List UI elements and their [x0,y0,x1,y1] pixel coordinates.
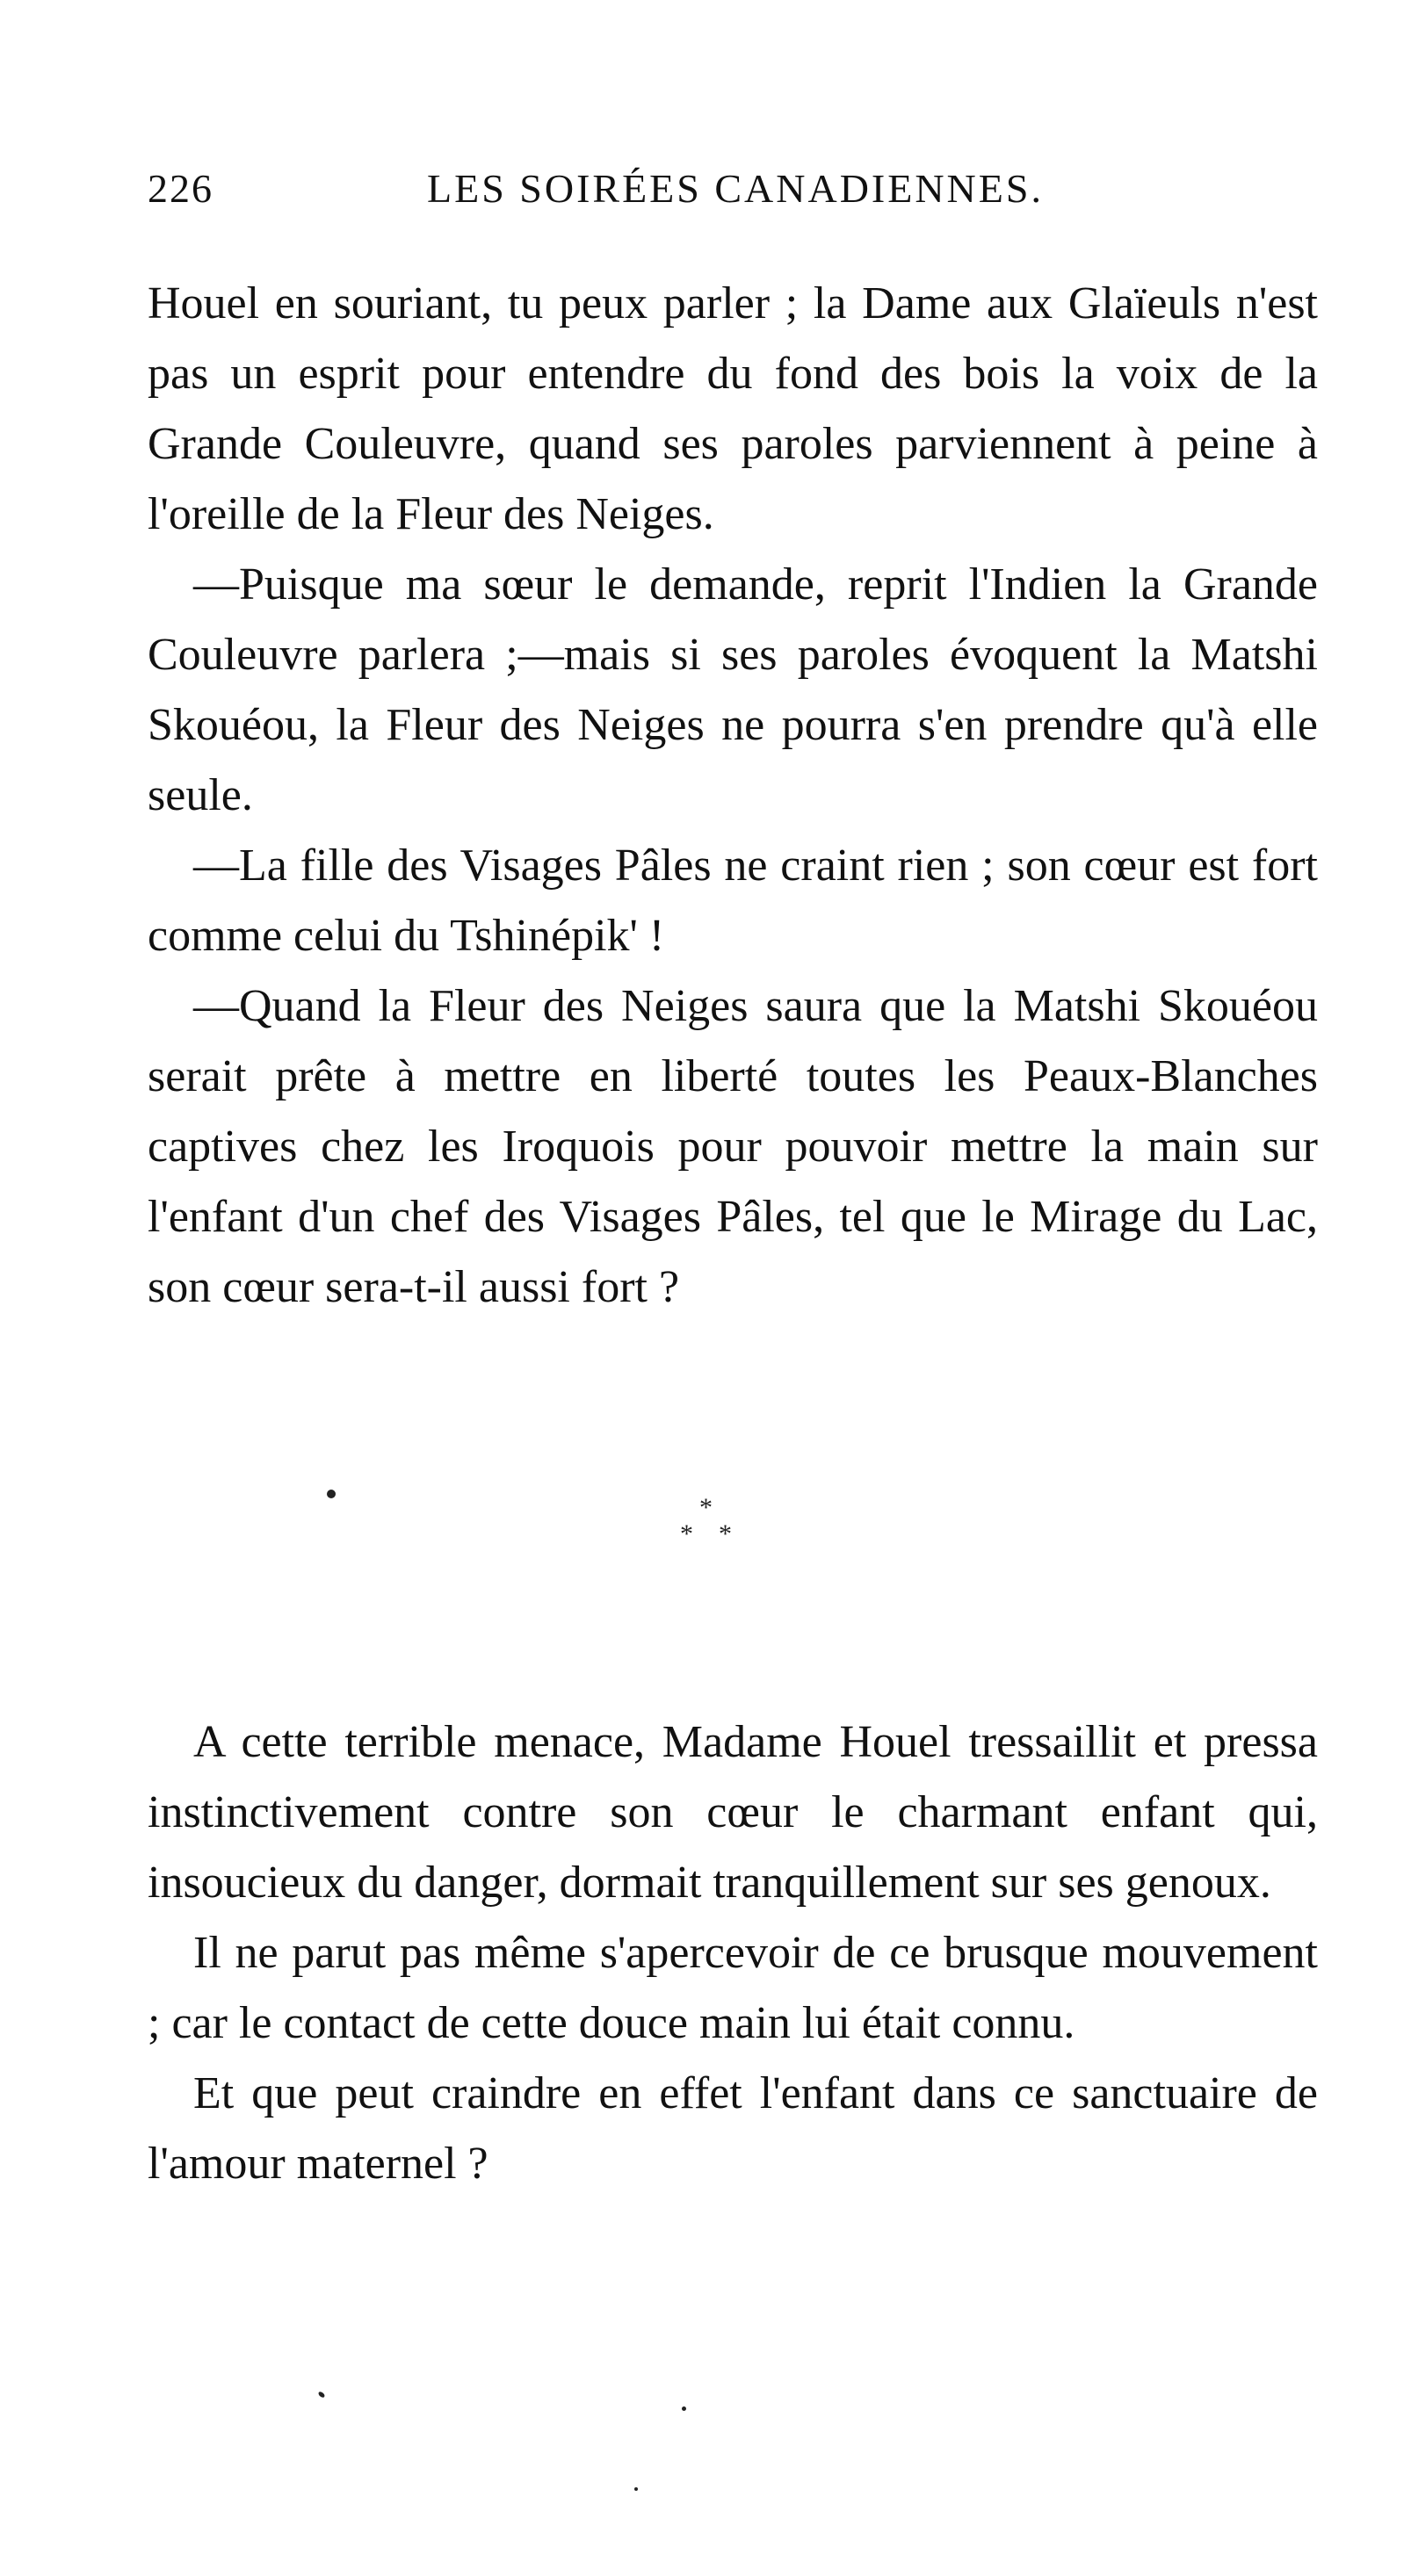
paragraph: Et que peut craindre en effet l'enfant dans ce sanctuaire de l'amour maternel ? [148,2068,1318,2189]
text-block-bottom [148,1707,1318,2199]
asterism-star: * [699,1493,713,1522]
print-speck [634,2487,638,2491]
paragraph: A cette terrible menace, Madame Houel tressaillit et pressa instinctivement contre son cœur le charmant enfant qui, insoucieux du danger, dormait tranquillement sur ses genoux. [148,1717,1318,1908]
text-block-top [148,269,1318,1323]
section-break-asterism [677,1493,747,1555]
print-speck [327,1490,336,1498]
asterism-star: * [719,1519,732,1548]
print-speck [682,2406,686,2411]
paragraph: —Puisque ma sœur le demande, reprit l'Indien la Grande Couleuvre parlera ;—mais si ses paroles évoquent la Matshi Skouéou, la Fleur des Neiges ne pourra s'en prendre qu'à elle seule. [148,559,1318,820]
print-speck [317,2391,325,2399]
running-title: LES SOIRÉES CANADIENNES. [427,166,1044,211]
paragraph: —La fille des Visages Pâles ne craint rien ; son cœur est fort comme celui du Tshinépik' ! [148,841,1318,961]
asterism-star: * [680,1519,693,1548]
page-number: 226 [148,166,213,211]
paragraph: Houel en souriant, tu peux parler ; la Dame aux Glaïeuls n'est pas un esprit pour entendre du fond des bois la voix de la Grande Couleuvre, quand ses paroles parviennent à peine à l'oreille de la Fleur des Neiges. [148,278,1318,539]
page-header [148,165,1325,218]
paragraph: —Quand la Fleur des Neiges saura que la Matshi Skouéou serait prête à mettre en liberté toutes les Peaux-Blanches captives chez les Iroquois pour pouvoir mettre la main sur l'enfant d'un chef des Visages Pâles, tel que le Mirage du Lac, son cœur sera-t-il aussi fort ? [148,981,1318,1312]
paragraph: Il ne parut pas même s'apercevoir de ce brusque mouvement ; car le contact de cette douce main lui était connu. [148,1928,1318,2048]
